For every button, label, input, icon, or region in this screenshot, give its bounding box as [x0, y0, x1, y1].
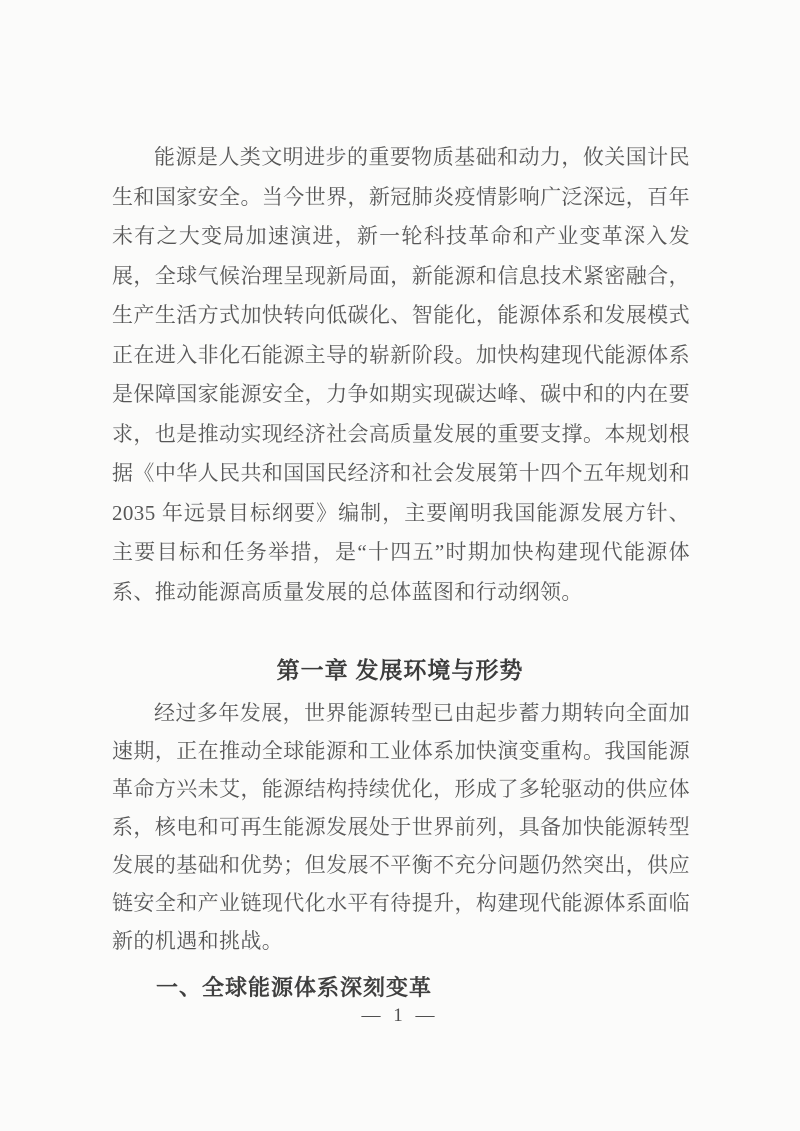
- intro-paragraph: 能源是人类文明进步的重要物质基础和动力，攸关国计民生和国家安全。当今世界，新冠肺炎疫情影响广泛深远，百年未有之大变局加速演进，新一轮科技革命和产业变革深入发展，全球气候治理呈现新局面，新能源和信息技术紧密融合，生产生活方式加快转向低碳化、智能化，能源体系和发展模式正在进入非化石能源主导的崭新阶段。加快构建现代能源体系是保障国家能源安全，力争如期实现碳达峰、碳中和的内在要求，也是推动实现经济社会高质量发展的重要支撑。本规划根据《中华人民共和国国民经济和社会发展第十四个五年规划和 2035 年远景目标纲要》编制，主要阐明我国能源发展方针、主要目标和任务举措，是“十四五”时期加快构建现代能源体系、推动能源高质量发展的总体蓝图和行动纲领。: [112, 145, 690, 604]
- page-number: — 1 —: [361, 1005, 439, 1026]
- chapter-body-paragraph: 经过多年发展，世界能源转型已由起步蓄力期转向全面加速期，正在推动全球能源和工业体系加快演变重构。我国能源革命方兴未艾，能源结构持续优化，形成了多轮驱动的供应体系，核电和可再生能源发展处于世界前列，具备加快能源转型发展的基础和优势；但发展不平衡不充分问题仍然突出，供应链安全和产业链现代化水平有待提升，构建现代能源体系面临新的机遇和挑战。: [112, 701, 690, 953]
- section-heading: 一、全球能源体系深刻变革: [156, 975, 433, 1000]
- chapter-heading: 第一章 发展环境与形势: [276, 658, 524, 683]
